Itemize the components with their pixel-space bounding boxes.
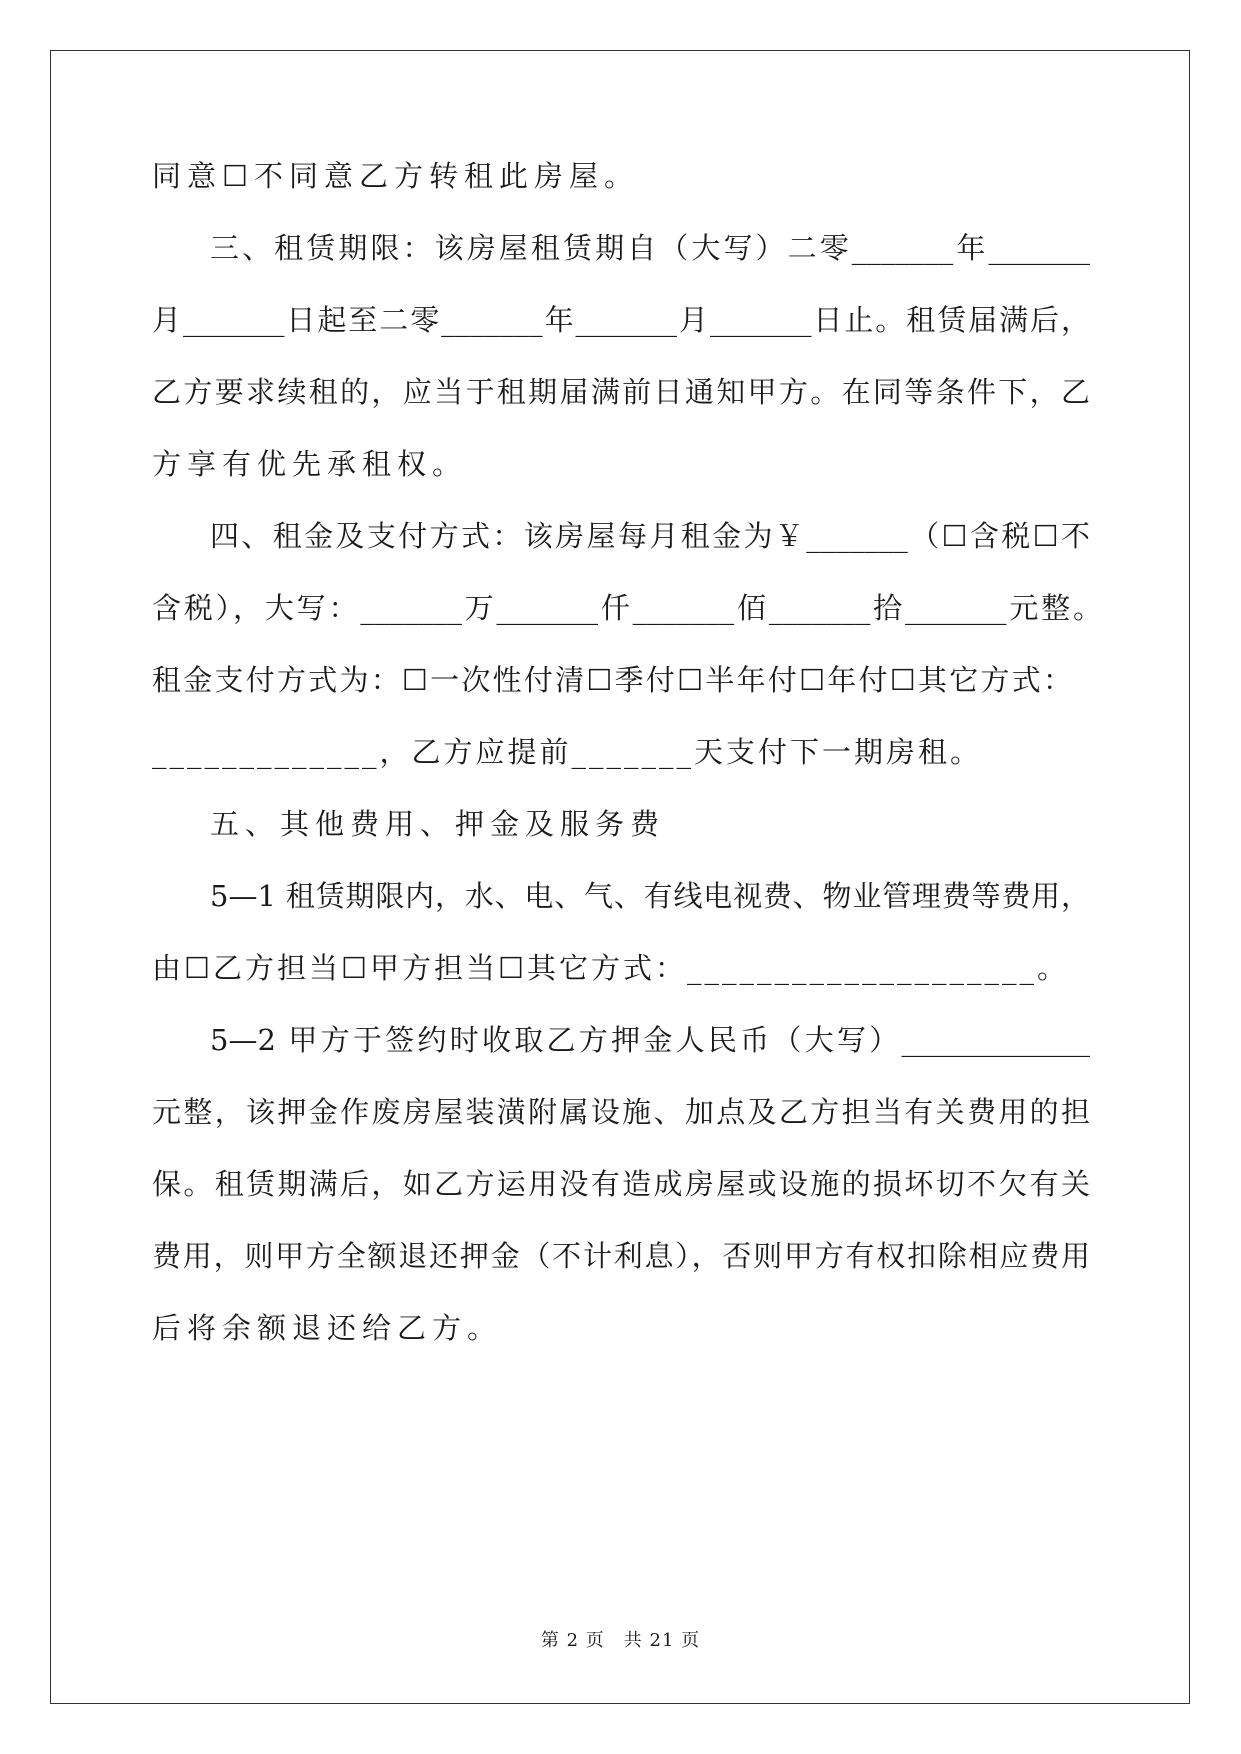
paragraph-line: 三、租赁期限：该房屋租赁期自（大写）二零_______年_______ [210,231,1090,265]
paragraph-line: 5—1 租赁期限内，水、电、气、有线电视费、物业管理费等费用， [210,879,1090,913]
paragraph-line: 后将余额退还给乙方。 [152,1311,503,1345]
paragraph-line: 四、租金及支付方式：该房屋每月租金为￥_______（☐含税☐不 [210,519,1090,553]
paragraph-line: 同意☐不同意乙方转租此房屋。 [152,159,639,193]
paragraph-line: 月_______日起至二零_______年_______月_______日止。租赁届满后， [152,303,1090,337]
paragraph-line: 租金支付方式为：☐一次性付清☐季付☐半年付☐年付☐其它方式： [152,663,1072,697]
paragraph-line: _____________，乙方应提前_______天支付下一期房租。 [152,735,983,769]
page-border [50,50,1190,1704]
paragraph-line: 由☐乙方担当☐甲方担当☐其它方式：____________________。 [152,951,1069,985]
paragraph-line: 含税），大写：_______万_______仟_______佰_______拾_______元整。 [152,591,1102,625]
paragraph-line: 元整，该押金作废房屋装潢附属设施、加点及乙方担当有关费用的担 [152,1095,1090,1129]
page-number-footer: 第 2 页 共 21 页 [540,1630,701,1651]
paragraph-line: 保。租赁期满后，如乙方运用没有造成房屋或设施的损坏切不欠有关 [152,1167,1090,1201]
paragraph-line: 乙方要求续租的，应当于租期届满前日通知甲方。在同等条件下，乙 [152,375,1090,409]
paragraph-line: 5—2 甲方于签约时收取乙方押金人民币（大写）_____________ [210,1023,1090,1057]
section-heading: 五、其他费用、押金及服务费 [210,807,666,841]
paragraph-line: 方享有优先承租权。 [152,447,468,481]
paragraph-line: 费用，则甲方全额退还押金（不计利息），否则甲方有权扣除相应费用 [152,1239,1090,1273]
